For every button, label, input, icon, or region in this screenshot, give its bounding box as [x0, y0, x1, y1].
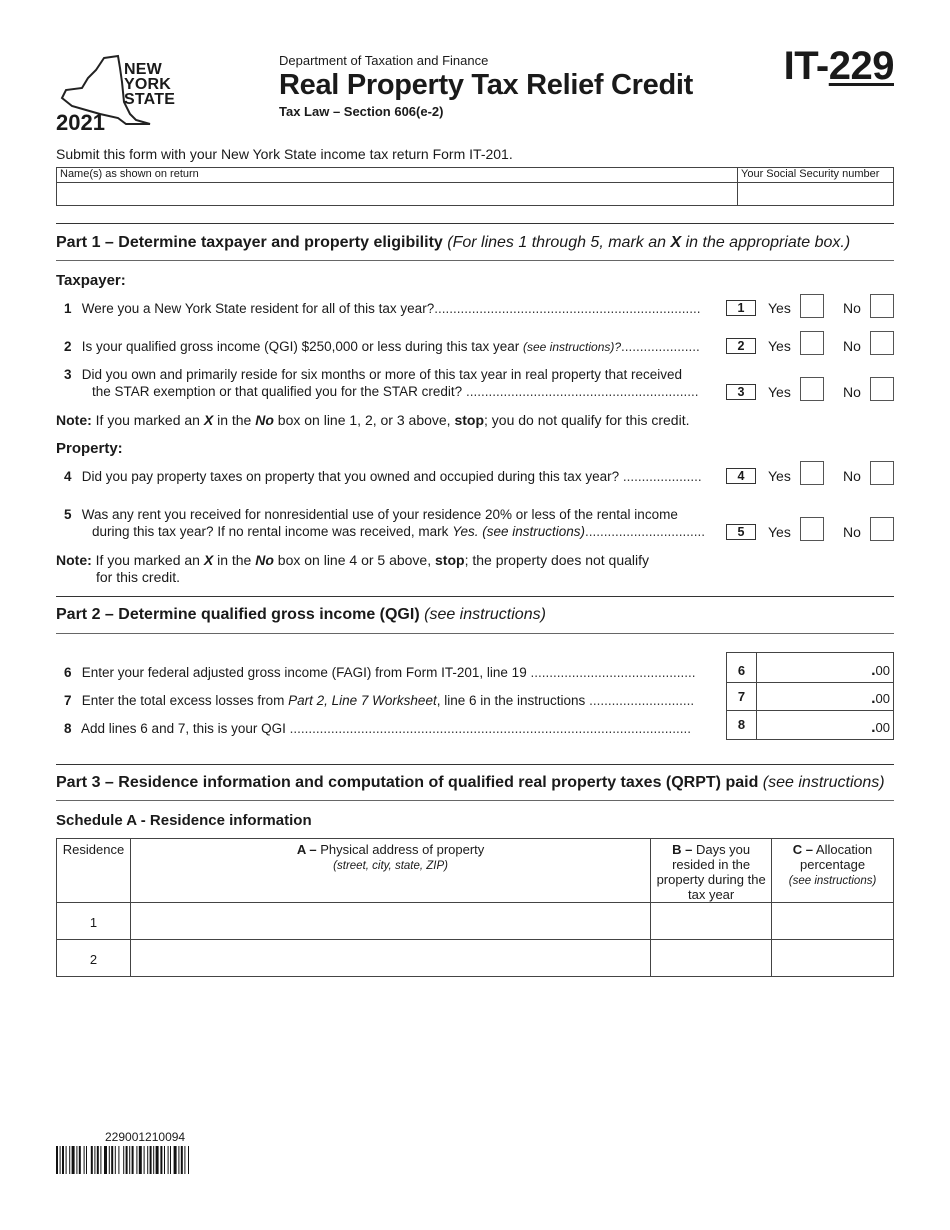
ssn-label: Your Social Security number — [741, 168, 880, 180]
table-row — [57, 903, 894, 940]
days-field[interactable] — [651, 940, 772, 977]
yes-label: Yes — [768, 338, 791, 354]
no-label: No — [843, 468, 861, 484]
form-title: Real Property Tax Relief Credit — [279, 69, 694, 101]
address-field[interactable] — [130, 903, 650, 940]
name-field[interactable] — [57, 183, 737, 206]
line-8-text: 8 Add lines 6 and 7, this is your QGI ........................................................................................................... — [64, 721, 691, 736]
line-1-no-checkbox[interactable] — [870, 294, 894, 318]
line-8-amount-field[interactable]: 8 .00 — [727, 711, 893, 739]
line-2-box: 2 — [726, 338, 756, 354]
allocation-field[interactable] — [772, 903, 894, 940]
line-3-yes-checkbox[interactable] — [800, 377, 824, 401]
question-3: 3 Did you own and primarily reside for six months or more of this tax year in real property that received the STAR exemption or that qualified you for the STAR credit? .............................................................. — [64, 367, 699, 399]
residence-number: 1 — [57, 903, 131, 940]
line-4-box: 4 — [726, 468, 756, 484]
line-5-box: 5 — [726, 524, 756, 540]
form-number: IT-229 — [783, 44, 894, 88]
nys-logo — [56, 52, 186, 135]
question-4: 4 Did you pay property taxes on property that you owned and occupied during this tax year? ..................... — [64, 469, 702, 484]
yes-label: Yes — [768, 300, 791, 316]
yes-label: Yes — [768, 524, 791, 540]
part1-title: Part 1 – Determine taxpayer and property eligibility (For lines 1 through 5, mark an X in the appropriate box.) — [56, 234, 851, 251]
department-name: Department of Taxation and Finance — [279, 53, 489, 68]
barcode-number: 229001210094 — [105, 1130, 186, 1144]
schedule-a-table — [56, 838, 894, 977]
name-ssn-box — [56, 167, 894, 206]
line-5-no-checkbox[interactable] — [870, 517, 894, 541]
part2-amount-box — [726, 652, 894, 740]
line-6-text: 6 Enter your federal adjusted gross income (FAGI) from Form IT-201, line 19 ............................................ — [64, 665, 696, 680]
line-4-no-checkbox[interactable] — [870, 461, 894, 485]
property-heading: Property: — [56, 440, 123, 457]
barcode — [56, 1146, 240, 1174]
note-line-4-5: Note: If you marked an X in the No box on line 4 or 5 above, stop; the property does not qualify for this credit. — [56, 552, 650, 585]
schedule-a-title: Schedule A - Residence information — [56, 812, 312, 829]
no-label: No — [843, 384, 861, 400]
submit-instruction: Submit this form with your New York State income tax return Form IT-201. — [56, 146, 513, 162]
form-subtitle: Tax Law – Section 606(e-2) — [279, 104, 444, 119]
line-7-amount-field[interactable]: 7 .00 — [727, 683, 893, 711]
question-1: 1 Were you a New York State resident for all of this tax year?....................................................................... — [64, 301, 701, 316]
line-1-yes-checkbox[interactable] — [800, 294, 824, 318]
no-label: No — [843, 524, 861, 540]
col-b-days: B – Days you resided in the property during the tax year — [651, 839, 772, 903]
question-2: 2 Is your qualified gross income (QGI) $250,000 or less during this tax year (see instructions)?..................... — [64, 339, 700, 354]
line-2-yes-checkbox[interactable] — [800, 331, 824, 355]
yes-label: Yes — [768, 384, 791, 400]
ssn-field[interactable] — [738, 183, 894, 206]
col-c-allocation: C – Allocation percentage (see instructions) — [772, 839, 894, 903]
col-a-address: A – Physical address of property (street, city, state, ZIP) — [130, 839, 650, 903]
no-label: No — [843, 300, 861, 316]
allocation-field[interactable] — [772, 940, 894, 977]
part3-title: Part 3 – Residence information and computation of qualified real property taxes (QRPT) paid (see instructions) — [56, 774, 885, 791]
yes-label: Yes — [768, 468, 791, 484]
no-label: No — [843, 338, 861, 354]
address-field[interactable] — [130, 940, 650, 977]
line-2-no-checkbox[interactable] — [870, 331, 894, 355]
question-5: 5 Was any rent you received for nonresidential use of your residence 20% or less of the rental income during this tax year? If no rental income was received, mark Yes. (see instructions)................................ — [64, 507, 706, 539]
taxpayer-heading: Taxpayer: — [56, 272, 126, 289]
line-6-amount-field[interactable]: 6 .00 — [727, 653, 893, 683]
col-residence: Residence — [57, 839, 131, 903]
days-field[interactable] — [651, 903, 772, 940]
table-row — [57, 940, 894, 977]
name-label: Name(s) as shown on return — [60, 168, 199, 180]
line-4-yes-checkbox[interactable] — [800, 461, 824, 485]
line-5-yes-checkbox[interactable] — [800, 517, 824, 541]
residence-number: 2 — [57, 940, 131, 977]
note-line-1-3: Note: If you marked an X in the No box on line 1, 2, or 3 above, stop; you do not qualify for this credit. — [56, 412, 690, 428]
line-3-box: 3 — [726, 384, 756, 400]
tax-year: 2021 — [56, 110, 105, 135]
line-3-no-checkbox[interactable] — [870, 377, 894, 401]
part2-title: Part 2 – Determine qualified gross income (QGI) (see instructions) — [56, 606, 546, 623]
line-1-box: 1 — [726, 300, 756, 316]
state-name: NEW YORK STATE — [124, 61, 176, 108]
line-7-text: 7 Enter the total excess losses from Part 2, Line 7 Worksheet, line 6 in the instructions ............................ — [64, 693, 695, 708]
